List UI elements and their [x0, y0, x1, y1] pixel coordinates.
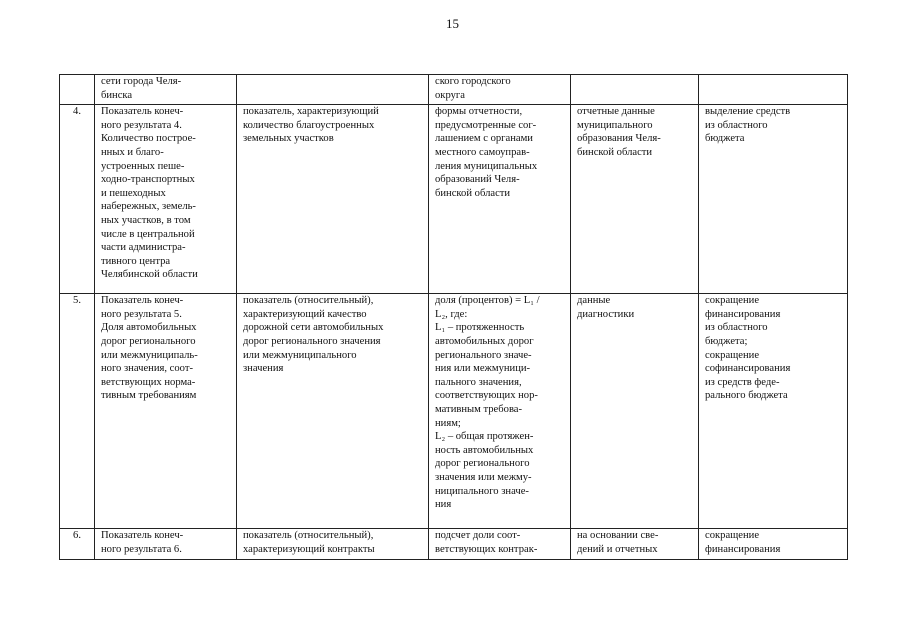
- table-cell-col4: [429, 75, 571, 105]
- cell-text-line: бинской области: [577, 146, 653, 158]
- indicator-table: [59, 74, 848, 560]
- cell-text-line: регионального значе-: [435, 349, 532, 361]
- cell-text-line: формы отчетности,: [435, 106, 523, 118]
- table-cell-col4: [429, 105, 571, 294]
- cell-text-line: из средств феде-: [705, 376, 780, 388]
- table-row: [60, 294, 848, 529]
- cell-text-line: Показатель конеч-: [101, 295, 184, 307]
- cell-text-line: дорожной сети автомобильных: [243, 322, 384, 334]
- cell-text-line: ного значения, соот-: [101, 363, 193, 375]
- cell-text-line: доля (процентов) = L₁ /: [435, 295, 540, 307]
- cell-text-line: ного результата 6.: [101, 543, 182, 555]
- cell-text-line: из областного: [705, 322, 768, 334]
- cell-text-line: значения или межму-: [435, 471, 532, 483]
- cell-text-line: ления муниципальных: [435, 160, 538, 172]
- row-number-cell: 5.: [60, 294, 95, 529]
- cell-text-line: тивного центра: [101, 255, 171, 267]
- table-cell-col3: [237, 529, 429, 560]
- cell-text-line: выделение средств: [705, 106, 791, 118]
- cell-text-line: ного результата 5.: [101, 308, 182, 320]
- cell-text-line: отчетные данные: [577, 106, 655, 118]
- cell-text-line: ского городского: [435, 76, 511, 87]
- table-cell-col2: [95, 529, 237, 560]
- cell-text-line: лашением с органами: [435, 133, 533, 145]
- table-cell-col5: [571, 529, 699, 560]
- table-cell-col4: [429, 529, 571, 560]
- cell-text-line: или межмуниципального: [243, 349, 357, 361]
- table-cell-col2: [95, 105, 237, 294]
- cell-text-line: финансирования: [705, 543, 781, 555]
- cell-text-line: значения: [243, 363, 284, 375]
- cell-text-line: софинансирования: [705, 363, 791, 375]
- table-cell-col6: [699, 105, 848, 294]
- table-cell-col3: [237, 75, 429, 105]
- cell-text-line: на основании све-: [577, 530, 659, 542]
- cell-text-line: Показатель конеч-: [101, 530, 184, 542]
- cell-text-line: сети города Челя-: [101, 76, 182, 87]
- table-body: [60, 75, 848, 560]
- cell-text-line: ниям;: [435, 417, 461, 429]
- cell-text-line: L₂, где:: [435, 308, 468, 320]
- cell-text-line: ветствующих контрак-: [435, 543, 538, 555]
- row-number-cell: 4.: [60, 105, 95, 294]
- table-cell-col6: [699, 529, 848, 560]
- cell-text-line: сокращение: [705, 295, 760, 307]
- cell-text-line: Доля автомобильных: [101, 322, 197, 334]
- cell-text-line: из областного: [705, 119, 768, 131]
- cell-text-line: бюджета;: [705, 335, 748, 347]
- cell-text-line: тивным требованиям: [101, 390, 197, 402]
- cell-text-line: бюджета: [705, 133, 745, 145]
- cell-text-line: L₂ – общая протяжен-: [435, 431, 534, 443]
- cell-text-line: части администра-: [101, 242, 186, 254]
- table-cell-col6: [699, 294, 848, 529]
- cell-text-line: земельных участков: [243, 133, 334, 145]
- cell-text-line: ных участков, в том: [101, 214, 191, 226]
- cell-text-line: числе в центральной: [101, 228, 195, 240]
- cell-text-line: бинска: [101, 89, 133, 101]
- cell-text-line: финансирования: [705, 308, 781, 320]
- cell-text-line: образования Челя-: [577, 133, 661, 145]
- cell-text-line: пального значения,: [435, 376, 522, 388]
- cell-text-line: ветствующих норма-: [101, 376, 196, 388]
- table-cell-col6: [699, 75, 848, 105]
- cell-text-line: автомобильных дорог: [435, 335, 534, 347]
- cell-text-line: показатель (относительный),: [243, 295, 374, 307]
- cell-text-line: дорог регионального: [435, 458, 530, 470]
- cell-text-line: нных и благо-: [101, 146, 164, 158]
- cell-text-line: округа: [435, 89, 465, 101]
- table-cell-col5: [571, 75, 699, 105]
- table-cell-col2: [95, 75, 237, 105]
- cell-text-line: соответствующих нор-: [435, 390, 538, 402]
- cell-text-line: Челябинской области: [101, 269, 198, 281]
- table-cell-col2: [95, 294, 237, 529]
- cell-text-line: Показатель конеч-: [101, 106, 184, 118]
- table-cell-col3: [237, 105, 429, 294]
- cell-text-line: набережных, земель-: [101, 201, 196, 213]
- cell-text-line: образований Челя-: [435, 174, 520, 186]
- cell-text-line: предусмотренные сог-: [435, 119, 537, 131]
- table-cell-col5: [571, 294, 699, 529]
- cell-text-line: дорог регионального значения: [243, 335, 381, 347]
- cell-text-line: ного результата 4.: [101, 119, 182, 131]
- cell-text-line: бинской области: [435, 187, 511, 199]
- cell-text-line: дений и отчетных: [577, 543, 658, 555]
- cell-text-line: Количество построе-: [101, 133, 196, 145]
- row-number-cell: 6.: [60, 529, 95, 560]
- cell-text-line: устроенных пеше-: [101, 160, 185, 172]
- cell-text-line: сокращение: [705, 530, 760, 542]
- cell-text-line: дорог регионального: [101, 335, 196, 347]
- cell-text-line: L₁ – протяженность: [435, 322, 525, 334]
- row-number-cell: [60, 75, 95, 105]
- table-cell-col3: [237, 294, 429, 529]
- cell-text-line: и пешеходных: [101, 187, 166, 199]
- cell-text-line: муниципального: [577, 119, 653, 131]
- page-number: 15: [446, 16, 459, 31]
- table-row: [60, 75, 848, 105]
- table-cell-col5: [571, 105, 699, 294]
- table-row: [60, 105, 848, 294]
- cell-text-line: ниципального значе-: [435, 485, 529, 497]
- cell-text-line: ния: [435, 499, 452, 511]
- cell-text-line: диагностики: [577, 308, 635, 320]
- cell-text-line: мативным требова-: [435, 403, 523, 415]
- cell-text-line: данные: [577, 295, 611, 307]
- cell-text-line: ния или межмуници-: [435, 363, 531, 375]
- cell-text-line: показатель (относительный),: [243, 530, 374, 542]
- cell-text-line: или межмуниципаль-: [101, 349, 198, 361]
- cell-text-line: характеризующий качество: [243, 308, 367, 320]
- cell-text-line: подсчет доли соот-: [435, 530, 521, 542]
- table-row: [60, 529, 848, 560]
- cell-text-line: рального бюджета: [705, 390, 788, 402]
- cell-text-line: сокращение: [705, 349, 760, 361]
- cell-text-line: показатель, характеризующий: [243, 106, 379, 118]
- cell-text-line: количество благоустроенных: [243, 119, 375, 131]
- cell-text-line: ходно-транспортных: [101, 174, 195, 186]
- cell-text-line: ность автомобильных: [435, 444, 534, 456]
- cell-text-line: местного самоуправ-: [435, 146, 530, 158]
- table-cell-col4: [429, 294, 571, 529]
- cell-text-line: характеризующий контракты: [243, 543, 375, 555]
